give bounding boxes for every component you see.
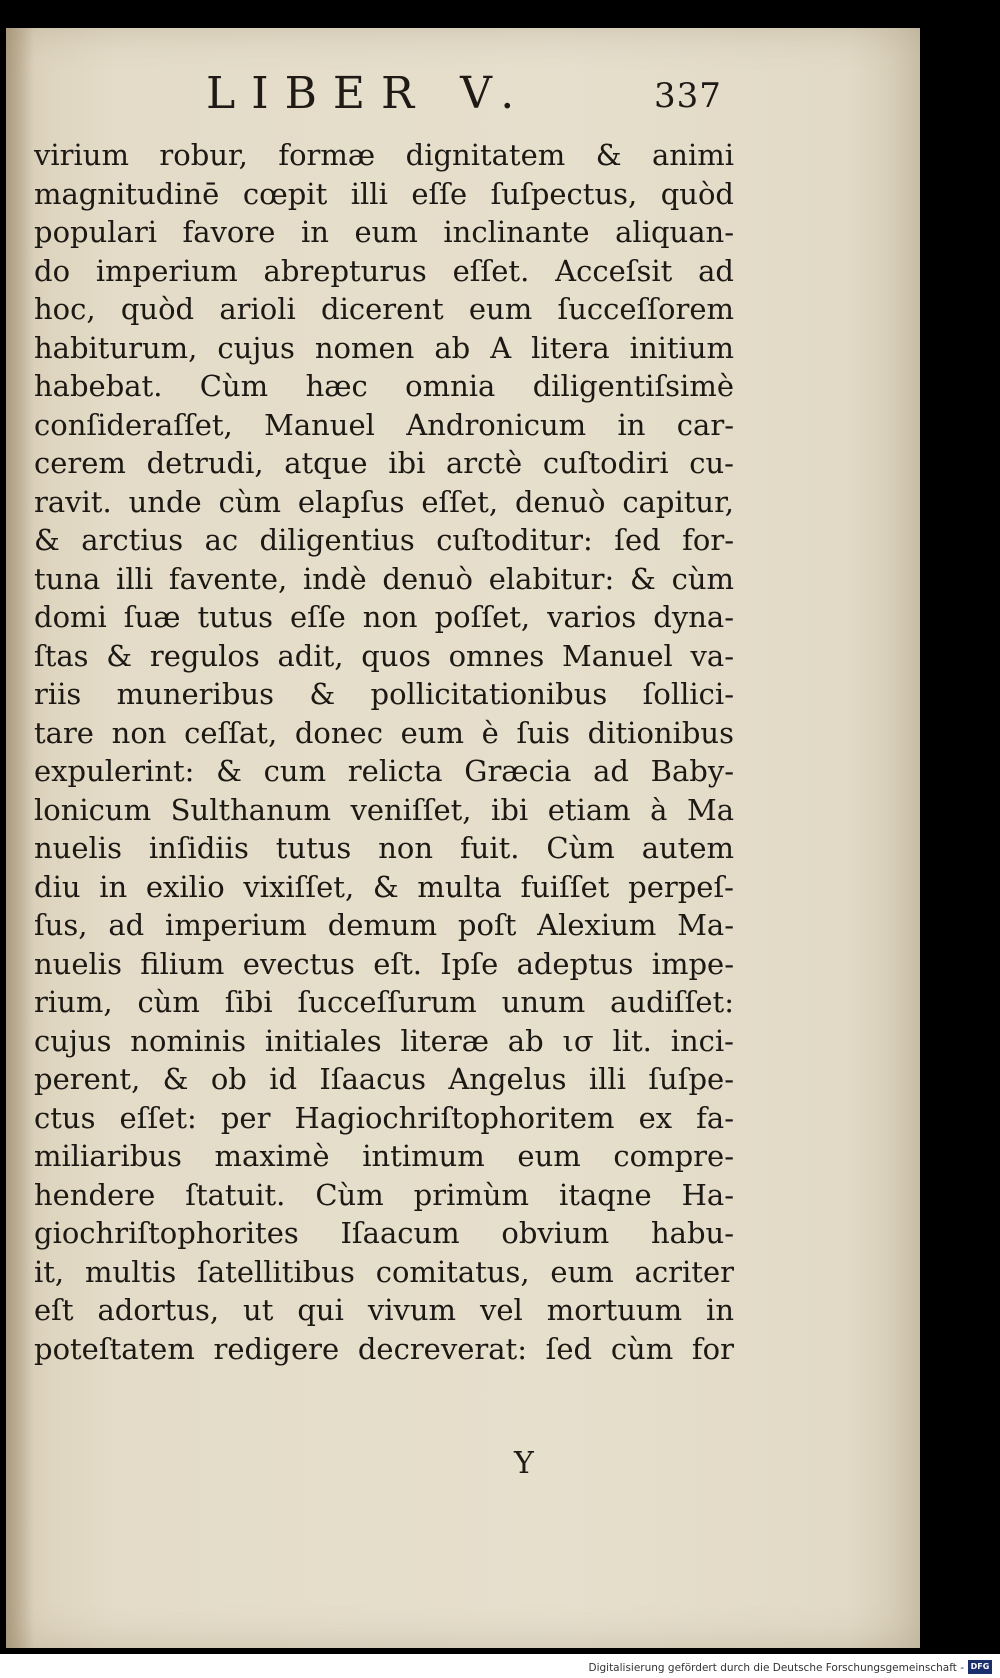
- text-line: eſt adortus, ut qui vivum vel mortuum in: [34, 1293, 734, 1327]
- text-line: populari favore in eum inclinante aliquan-: [34, 215, 734, 249]
- text-line: domi ſuæ tutus eſſe non poſſet, varios dyna-: [34, 600, 734, 634]
- footer-credit: Digitalisierung gefördert durch die Deutsche Forschungsgemeinschaft -: [588, 1662, 964, 1674]
- page-number: 337: [654, 76, 722, 116]
- text-line: ctus eſſet: per Hagiochriſtophoritem ex fa-: [34, 1100, 734, 1135]
- text-line: hoc, quòd arioli dicerent eum ſucceſſorem: [34, 292, 734, 326]
- dfg-logo: DFG: [968, 1660, 992, 1674]
- text-line: perent, & ob id Iſaacus Angelus illi ſuſpe-: [34, 1062, 734, 1096]
- text-line: ravit. unde cùm elapſus eſſet, denuò capitur,: [34, 484, 734, 519]
- text-line: ſtas & regulos adit, quos omnes Manuel va-: [34, 638, 734, 673]
- digitization-footer: [0, 1654, 1000, 1678]
- text-line: diu in exilio vixiſſet, & multa fuiſſet perpeſ-: [34, 869, 734, 904]
- text-line: miliaribus maximè intimum eum compre-: [34, 1139, 734, 1173]
- book-page: [6, 28, 920, 1648]
- text-line: habiturum, cujus nomen ab A litera initium: [34, 330, 734, 365]
- text-line: giochriſtophorites Iſaacum obvium habu-: [34, 1216, 734, 1250]
- text-line: magnitudinē cœpit illi eſſe ſuſpectus, quòd: [34, 176, 734, 211]
- text-line: virium robur, formæ dignitatem & animi: [34, 138, 734, 172]
- text-line: expulerint: & cum relicta Græcia ad Baby-: [34, 754, 734, 788]
- text-line: conſideraſſet, Manuel Andronicum in car-: [34, 407, 734, 442]
- text-line: poteſtatem redigere decreverat: ſed cùm for: [34, 1331, 734, 1366]
- running-head-title: LIBER V.: [206, 68, 531, 119]
- text-line: rium, cùm ſibi ſucceſſurum unum audiſſet:: [34, 985, 734, 1019]
- text-line: cerem detrudi, atque ibi arctè cuſtodiri cu-: [34, 446, 734, 480]
- page-gutter-shadow: [6, 28, 34, 1648]
- text-line: hendere ſtatuit. Cùm primùm itaqne Ha-: [34, 1177, 734, 1212]
- text-line: do imperium abrepturus eſſet. Acceſsit ad: [34, 253, 734, 288]
- body-text: [34, 136, 734, 1368]
- text-line: cujus nominis initiales literæ ab ισ lit. inci-: [34, 1023, 734, 1058]
- text-line: it, multis ſatellitibus comitatus, eum acriter: [34, 1254, 734, 1289]
- text-line: nuelis inſidiis tutus non fuit. Cùm autem: [34, 831, 734, 865]
- text-line: & arctius ac diligentius cuſtoditur: ſed for-: [34, 523, 734, 557]
- text-line: riis muneribus & pollicitationibus ſollici-: [34, 677, 734, 711]
- signature-mark: Y: [514, 1446, 534, 1481]
- text-line: ſus, ad imperium demum poſt Alexium Ma-: [34, 908, 734, 942]
- text-line: tare non ceſſat, donec eum è ſuis ditionibus: [34, 715, 734, 750]
- text-line: nuelis filium evectus eſt. Ipſe adeptus impe-: [34, 946, 734, 981]
- text-line: habebat. Cùm hæc omnia diligentiſsimè: [34, 369, 734, 403]
- running-head: [6, 68, 920, 128]
- text-line: lonicum Sulthanum veniſſet, ibi etiam à Ma: [34, 792, 734, 827]
- text-line: tuna illi favente, indè denuò elabitur: & cùm: [34, 561, 734, 596]
